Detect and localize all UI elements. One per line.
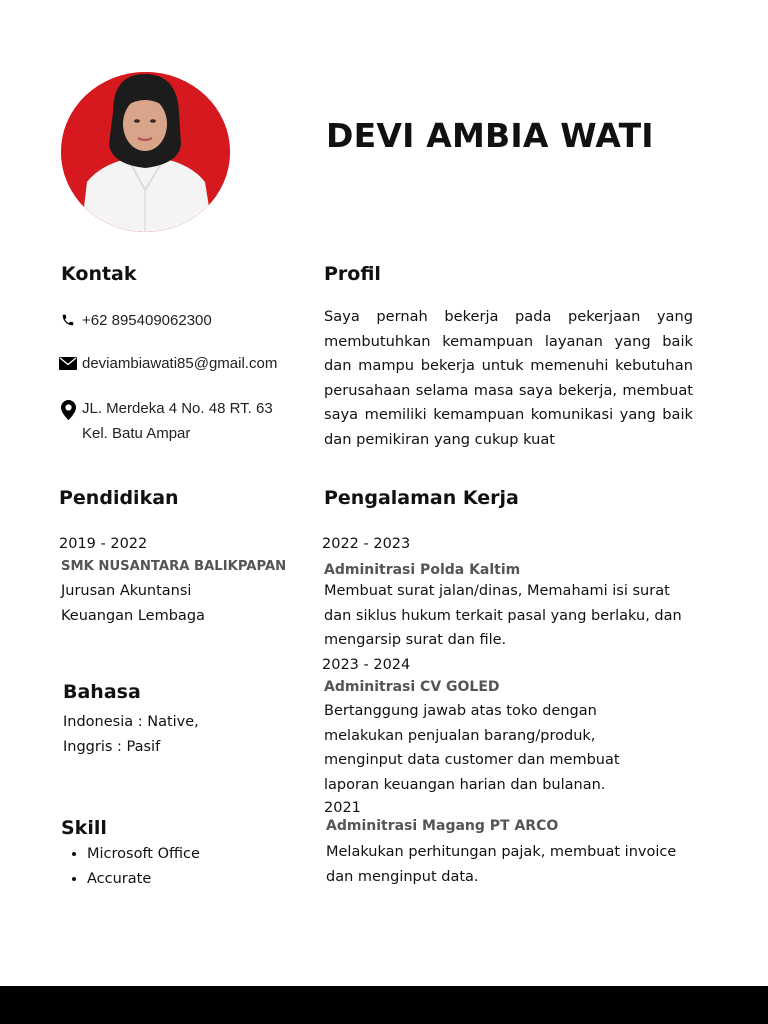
education-major [61, 579, 205, 628]
experience-heading: Pengalaman Kerja [324, 487, 519, 509]
school-name: SMK NUSANTARA BALIKPAPAN [61, 559, 287, 574]
footer-bar [0, 986, 768, 1024]
contact-heading: Kontak [61, 263, 137, 285]
job-description-line: menginput data customer dan membuat [324, 752, 620, 768]
language-line-2: Inggris : Pasif [63, 738, 161, 755]
address-line-2: Kel. Batu Ampar [82, 425, 191, 442]
address [82, 396, 273, 446]
person-photo-icon [61, 72, 230, 232]
job-description [324, 699, 620, 797]
phone-number: +62 895409062300 [82, 312, 212, 329]
language-line-1: Indonesia : Native, [63, 714, 199, 730]
education-heading: Pendidikan [59, 487, 179, 509]
skills-list [61, 842, 200, 892]
job-description-line: mengarsip surat dan file. [324, 632, 507, 648]
profile-photo [61, 72, 230, 232]
skills-heading: Skill [61, 817, 107, 839]
job-description-line: laporan keuangan harian dan bulanan. [324, 776, 606, 793]
major-line-2: Keuangan Lembaga [61, 607, 205, 624]
major-line-1: Jurusan Akuntansi [61, 583, 192, 599]
job-description-line: melakukan penjualan barang/produk, [324, 727, 596, 744]
skill-item: • Microsoft Office [87, 842, 200, 867]
phone-icon [61, 313, 75, 327]
job-description-line: Bertanggung jawab atas toko dengan [324, 703, 597, 719]
address-line-1: JL. Merdeka 4 No. 48 RT. 63 [82, 400, 273, 417]
job-years: 2022 - 2023 [322, 536, 411, 552]
job-description [324, 579, 682, 653]
language-list [63, 710, 199, 759]
email-address: deviambiawati85@gmail.com [82, 355, 278, 372]
skill-item: • Accurate [87, 867, 200, 892]
language-heading: Bahasa [63, 681, 141, 703]
job-description [326, 840, 676, 889]
job-description-line: Membuat surat jalan/dinas, Memahami isi surat [324, 583, 670, 599]
job-description-line: dan siklus hukum terkait pasal yang berlaku, dan [324, 607, 682, 624]
job-title: Adminitrasi Polda Kaltim [324, 562, 521, 578]
job-title: Adminitrasi CV GOLED [324, 679, 500, 695]
location-pin-icon [61, 400, 76, 420]
profile-heading: Profil [324, 263, 381, 285]
job-description-line: dan menginput data. [326, 868, 479, 885]
job-description-line: Melakukan perhitungan pajak, membuat invoice [326, 844, 677, 860]
profile-text: Saya pernah bekerja pada pekerjaan yang membutuhkan kemampuan layanan yang baik dan mampu bekerja untuk memenuhi kebutuhan perusahaan selama masa saya bekerja, membuat saya memiliki kemampuan komunikasi yang baik dan pemikiran yang cukup kuat [324, 308, 693, 448]
job-years: 2021 [324, 800, 361, 816]
email-icon [59, 357, 77, 370]
job-years: 2023 - 2024 [322, 657, 411, 673]
job-title: Adminitrasi Magang PT ARCO [326, 818, 559, 834]
full-name: DEVI AMBIA WATI [326, 116, 654, 155]
education-years: 2019 - 2022 [59, 536, 148, 552]
